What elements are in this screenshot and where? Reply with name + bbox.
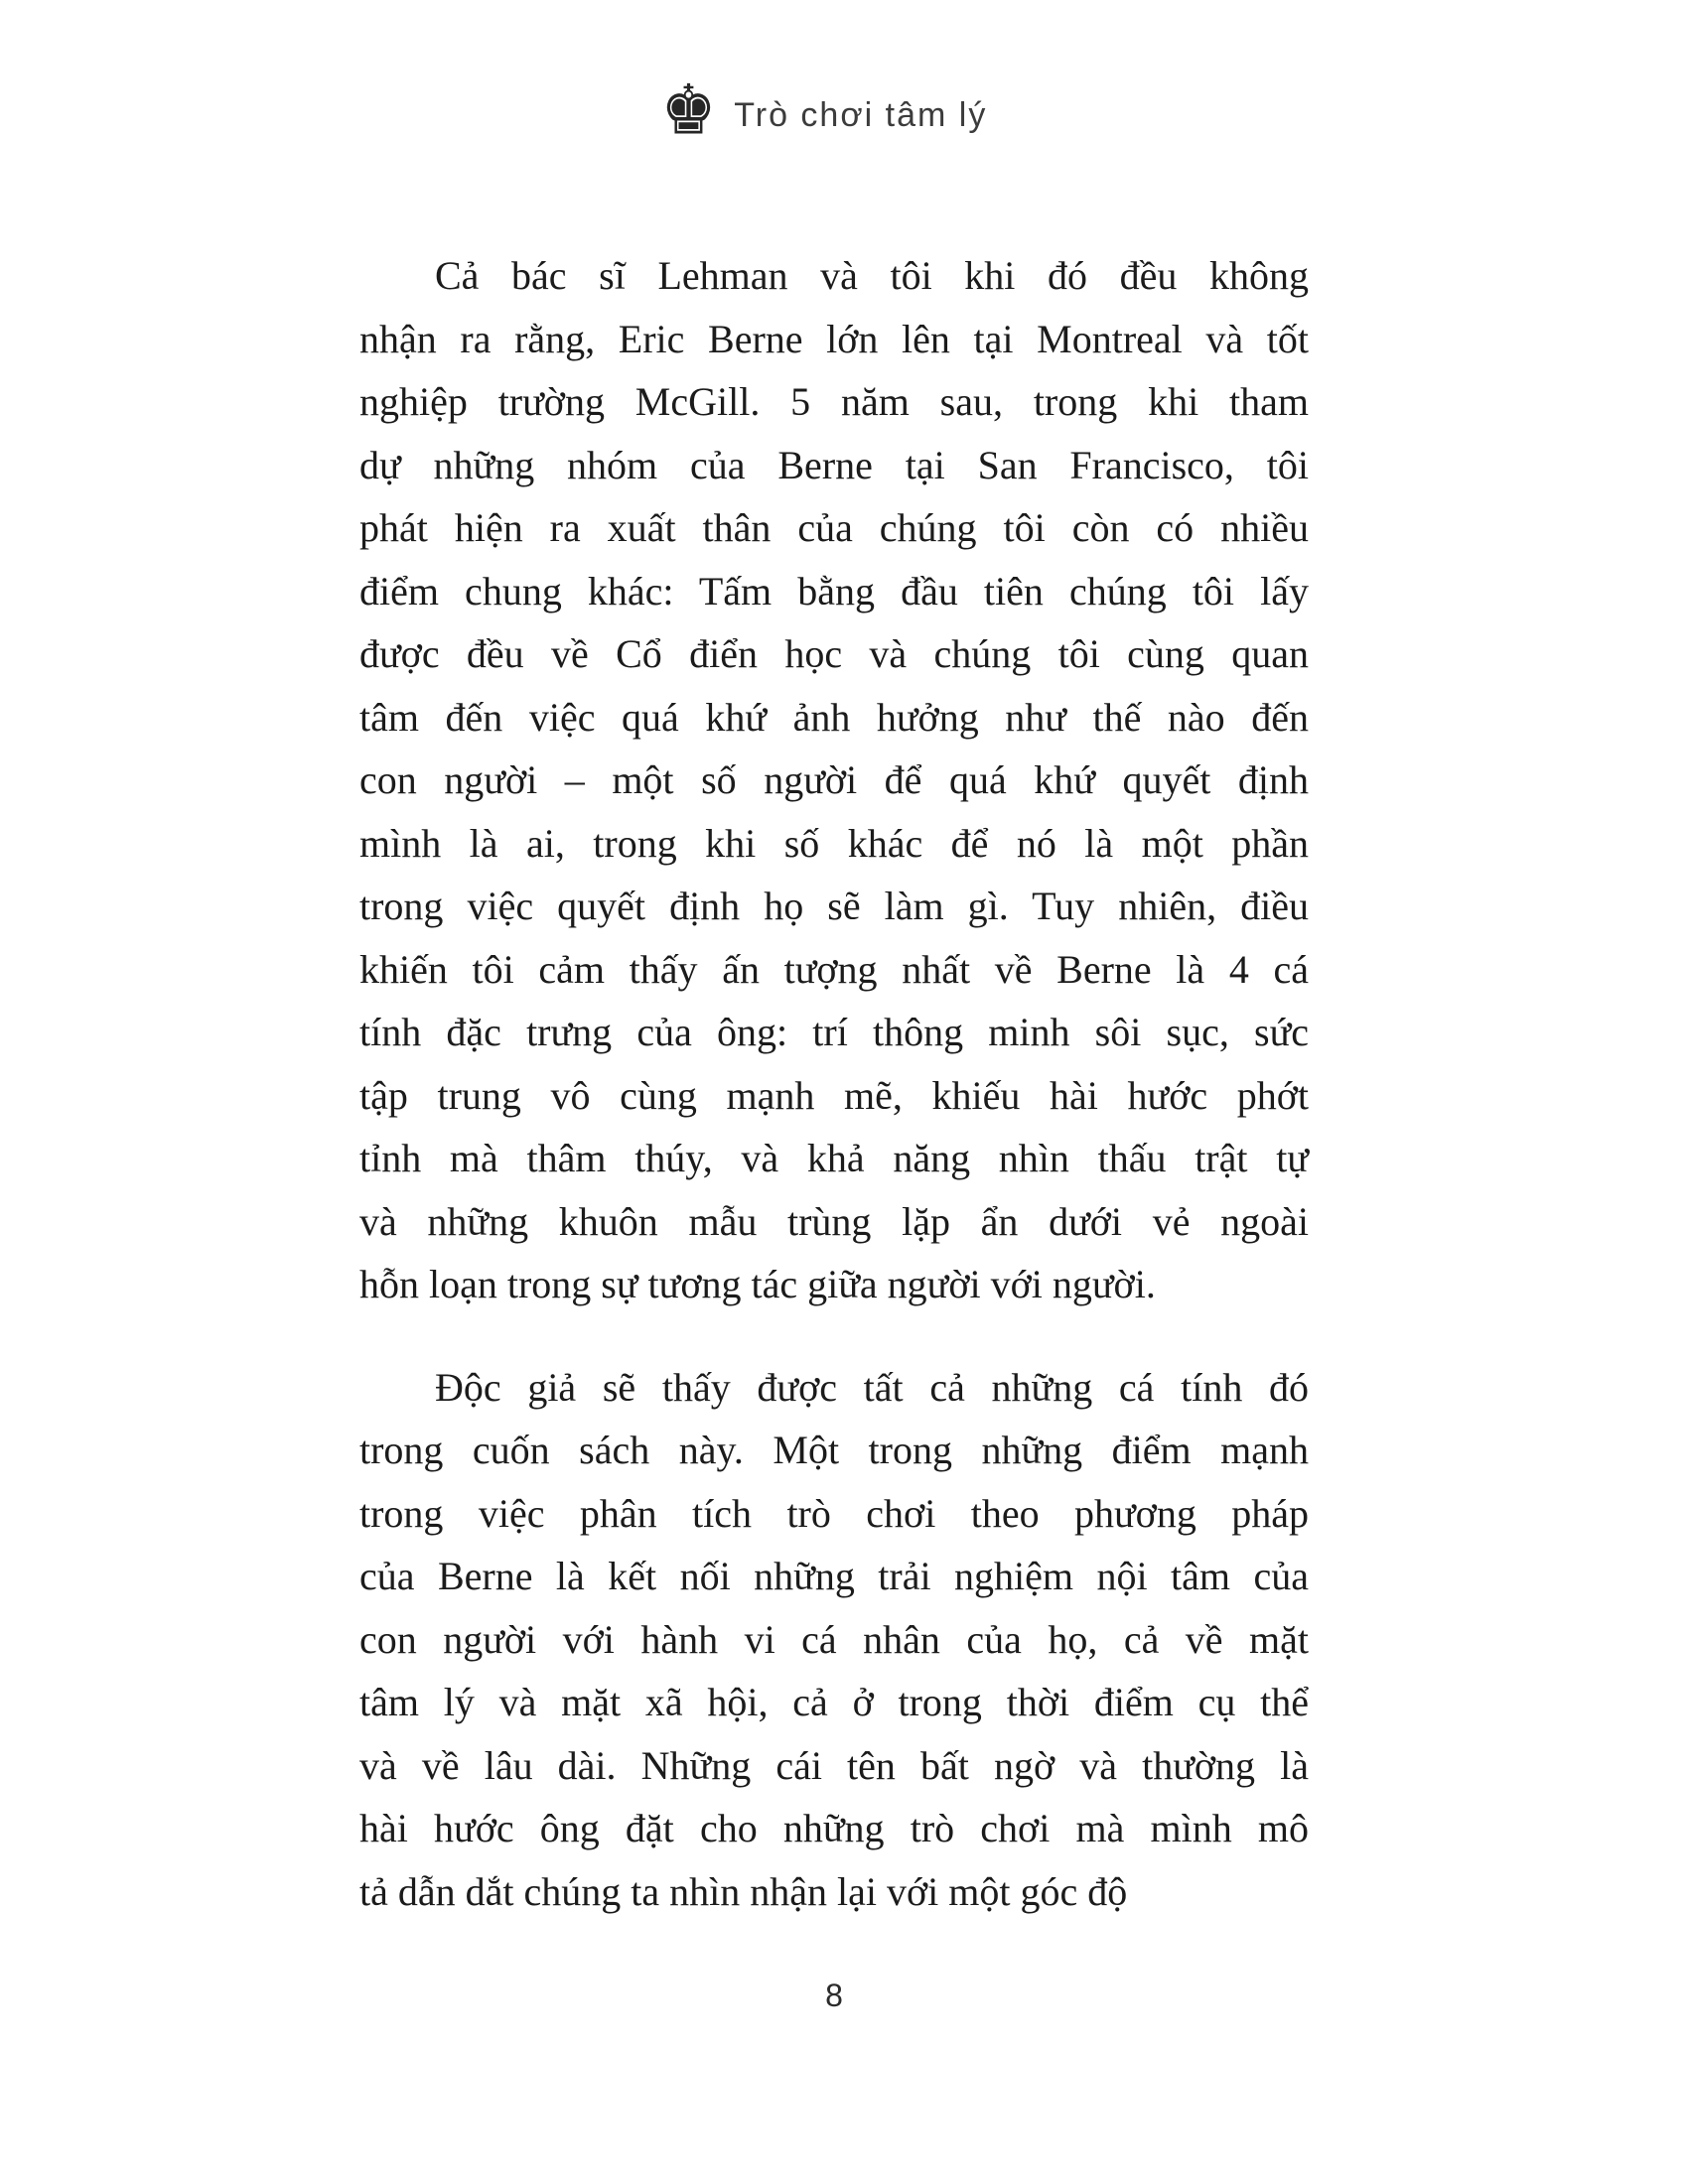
page-number: 8: [825, 1978, 843, 2013]
body-text: [359, 244, 1309, 1923]
text-line: khiến tôi cảm thấy ấn tượng nhất về Berne là 4 cá: [359, 946, 1309, 992]
text-line: trong việc phân tích trò chơi theo phương pháp: [359, 1490, 1309, 1536]
text-line: Độc giả sẽ thấy được tất cả những cá tính đó: [435, 1364, 1309, 1410]
text-line: của Berne là kết nối những trải nghiệm nội tâm của: [359, 1554, 1309, 1598]
text-line: trong cuốn sách này. Một trong những điểm mạnh: [359, 1428, 1309, 1472]
text-line: trong việc quyết định họ sẽ làm gì. Tuy nhiên, điều: [359, 884, 1309, 928]
text-line: nhận ra rằng, Eric Berne lớn lên tại Montreal và tốt: [359, 316, 1309, 361]
text-line: con người – một số người để quá khứ quyết định: [359, 757, 1309, 802]
chess-king-icon: ♚: [660, 68, 717, 151]
text-line: điểm chung khác: Tấm bằng đầu tiên chúng tôi lấy: [359, 568, 1309, 614]
text-line: tâm lý và mặt xã hội, cả ở trong thời điểm cụ thể: [359, 1680, 1309, 1724]
text-line: hài hước ông đặt cho những trò chơi mà mình mô: [359, 1806, 1309, 1850]
text-line: phát hiện ra xuất thân của chúng tôi còn có nhiều: [359, 505, 1309, 550]
text-line: và những khuôn mẫu trùng lặp ẩn dưới vẻ ngoài: [359, 1198, 1309, 1244]
text-line: hỗn loạn trong sự tương tác giữa người với người.: [359, 1262, 1156, 1306]
text-line: tâm đến việc quá khứ ảnh hưởng như thế nào đến: [359, 694, 1309, 740]
text-line: nghiệp trường McGill. 5 năm sau, trong khi tham: [359, 379, 1309, 424]
text-line: mình là ai, trong khi số khác để nó là một phần: [359, 820, 1309, 866]
book-title: Trò chơi tâm lý: [734, 95, 988, 134]
text-line: tính đặc trưng của ông: trí thông minh sôi sục, sức: [359, 1010, 1309, 1054]
text-line: tả dẫn dắt chúng ta nhìn nhận lại với một góc độ: [359, 1868, 1128, 1914]
paragraph: [359, 244, 1309, 1316]
text-line: con người với hành vi cá nhân của họ, cả về mặt: [359, 1616, 1309, 1662]
text-line: được đều về Cổ điển học và chúng tôi cùng quan: [359, 631, 1309, 676]
running-header: [352, 68, 1296, 151]
text-line: tập trung vô cùng mạnh mẽ, khiếu hài hước phớt: [359, 1072, 1309, 1118]
paragraph: [359, 1356, 1309, 1924]
text-line: dự những nhóm của Berne tại San Francisco, tôi: [359, 442, 1309, 487]
text-line: và về lâu dài. Những cái tên bất ngờ và thường là: [359, 1742, 1309, 1788]
text-line: tỉnh mà thâm thúy, và khả năng nhìn thấu trật tự: [359, 1136, 1309, 1180]
text-line: Cả bác sĩ Lehman và tôi khi đó đều không: [435, 253, 1309, 298]
